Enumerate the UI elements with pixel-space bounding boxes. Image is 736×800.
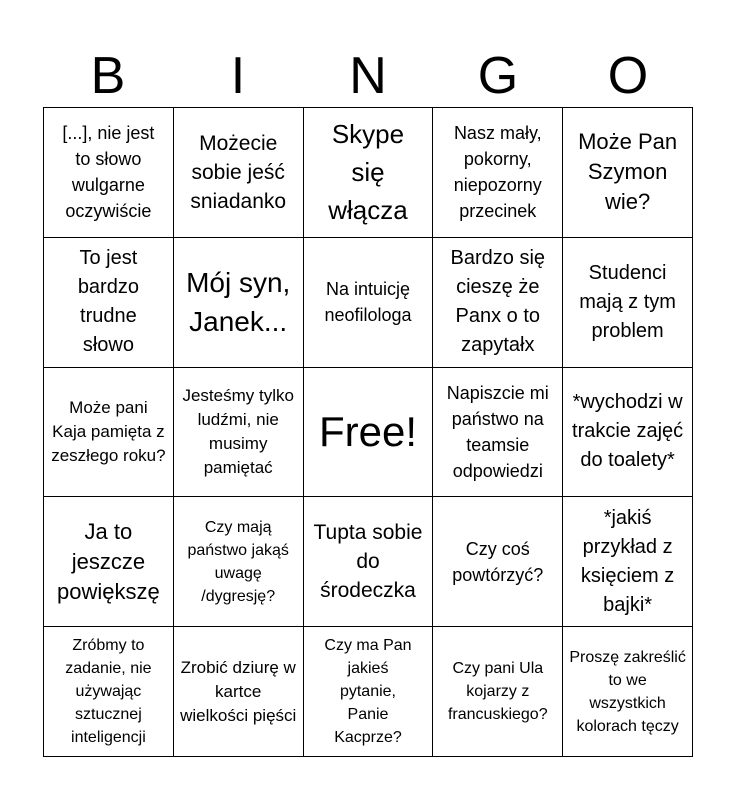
bingo-cell-r1-c1[interactable] [44, 108, 174, 238]
bingo-cell-r4-c5[interactable] [563, 497, 693, 627]
bingo-cell-r2-c1[interactable] [44, 238, 174, 368]
bingo-cell-r5-c5[interactable] [563, 627, 693, 757]
cell-text: Skype się włącza [328, 119, 408, 226]
header-letter-i: I [230, 47, 246, 105]
bingo-cell-r1-c5[interactable] [563, 108, 693, 238]
bingo-cell-r5-c2[interactable] [174, 627, 304, 757]
cell-text: Napiszcie mi państwo na teamsie odpowiedzi [446, 382, 549, 481]
bingo-cell-r4-c1[interactable] [44, 497, 174, 627]
bingo-cell-r5-c4[interactable] [433, 627, 563, 757]
cell-text: Ja to jeszcze powiększę [57, 518, 160, 604]
cell-text: Mój syn, Janek... [186, 267, 291, 338]
bingo-header [43, 45, 693, 107]
cell-text: Możecie sobie jeść sniadanko [190, 131, 287, 213]
cell-text: Studenci mają z tym problem [579, 261, 676, 342]
cell-text: Jesteśmy tylko ludźmi, nie musimy pamiętać [182, 385, 294, 477]
bingo-cell-r1-c2[interactable] [174, 108, 304, 238]
cell-text: *wychodzi w trakcie zajęć do toalety* [572, 391, 684, 472]
cell-text: Zrobić dziurę w kartce wielkości pięści [180, 657, 297, 725]
cell-text: To jest bardzo trudne słowo [77, 247, 139, 357]
bingo-cell-r5-c1[interactable] [44, 627, 174, 757]
cell-text: Bardzo się cieszę że Panx o to zapytałx [450, 247, 546, 357]
cell-text: Może pani Kaja pamięta z zeszłego roku? [51, 397, 166, 465]
bingo-cell-r3-c3-free[interactable] [304, 368, 434, 498]
bingo-cell-r2-c4[interactable] [433, 238, 563, 368]
bingo-cell-r2-c3[interactable] [304, 238, 434, 368]
bingo-cell-r4-c2[interactable] [174, 497, 304, 627]
header-letter-b: B [90, 47, 126, 105]
bingo-cell-r3-c5[interactable] [563, 368, 693, 498]
cell-text: Nasz mały, pokorny, niepozorny przecinek [453, 123, 542, 222]
bingo-cell-r3-c1[interactable] [44, 368, 174, 498]
bingo-cell-r1-c3[interactable] [304, 108, 434, 238]
cell-text: Tupta sobie do środeczka [313, 521, 423, 603]
cell-text: Czy mają państwo jakąś uwagę /dygresję? [187, 518, 289, 605]
free-space-label: Free! [318, 407, 417, 455]
cell-text: Czy ma Pan jakieś pytanie, Panie Kacprze? [324, 637, 412, 747]
header-letter-g: G [477, 47, 519, 105]
bingo-cell-r2-c2[interactable] [174, 238, 304, 368]
bingo-cell-r3-c4[interactable] [433, 368, 563, 498]
cell-text: Proszę zakreślić to we wszystkich kolorach tęczy [569, 648, 686, 735]
bingo-cell-r3-c2[interactable] [174, 368, 304, 498]
bingo-grid [43, 107, 693, 757]
bingo-cell-r4-c3[interactable] [304, 497, 434, 627]
cell-text: Czy pani Ula kojarzy z francuskiego? [447, 660, 548, 724]
bingo-cell-r2-c5[interactable] [563, 238, 693, 368]
header-letter-n: N [349, 47, 387, 105]
bingo-cell-r5-c3[interactable] [304, 627, 434, 757]
bingo-cell-r4-c4[interactable] [433, 497, 563, 627]
cell-text: [...], nie jest to słowo wulgarne oczywiście [62, 123, 155, 222]
header-letter-o: O [607, 47, 649, 105]
bingo-cell-r1-c4[interactable] [433, 108, 563, 238]
cell-text: Czy coś powtórzyć? [452, 538, 544, 585]
cell-text: Na intuicję neofilologa [324, 279, 412, 326]
cell-text: *jakiś przykład z księciem z bajki* [580, 506, 675, 616]
cell-text: Może Pan Szymon wie? [578, 129, 678, 215]
cell-text: Zróbmy to zadanie, nie używając sztucznej inteligencji [65, 637, 152, 747]
